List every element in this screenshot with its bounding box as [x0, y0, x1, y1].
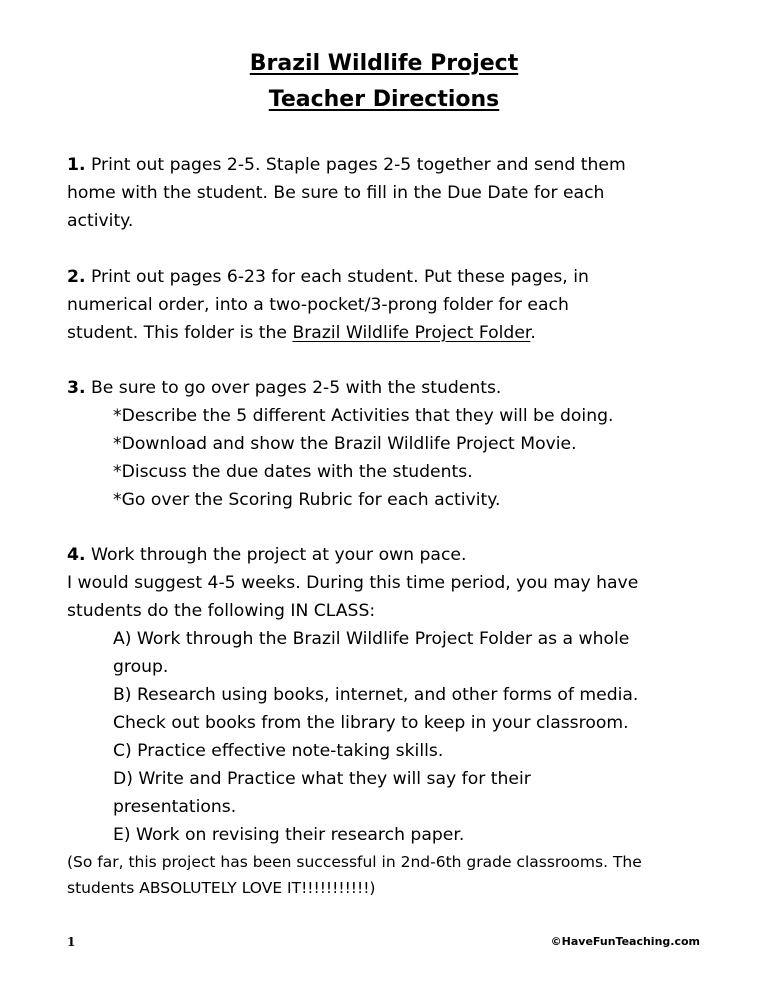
step-line: 2. Print out pages 6-23 for each student. Put these pages, in [67, 267, 589, 287]
list-item: B) Research using books, internet, and other forms of media. [113, 685, 639, 705]
list-item: presentations. [113, 797, 237, 817]
step-2 [67, 263, 727, 347]
copyright-notice: ©HaveFunTeaching.com [550, 935, 700, 948]
step-4 [67, 541, 727, 901]
list-item: group. [113, 657, 169, 677]
page-number: 1 [67, 935, 76, 949]
project-folder-name: Brazil Wildlife Project Folder [292, 323, 531, 343]
note-line: (So far, this project has been successful in 2nd-6th grade classrooms. The [67, 853, 642, 871]
document-subtitle: Teacher Directions [268, 87, 500, 112]
list-item: D) Write and Practice what they will say for their [113, 769, 531, 789]
step-number: 2. [67, 267, 86, 287]
step-number: 3. [67, 378, 86, 398]
bullet-item: *Describe the 5 different Activities that they will be doing. [113, 406, 614, 426]
step-1 [67, 151, 727, 235]
list-item: A) Work through the Brazil Wildlife Project Folder as a whole [113, 629, 630, 649]
list-item: Check out books from the library to keep in your classroom. [113, 713, 629, 733]
step-line: 1. Print out pages 2-5. Staple pages 2-5 together and send them [67, 155, 626, 175]
step-3 [67, 374, 727, 514]
list-item: E) Work on revising their research paper. [113, 825, 465, 845]
step-line: students do the following IN CLASS: [67, 601, 376, 621]
note-line: students ABSOLUTELY LOVE IT!!!!!!!!!!!) [67, 879, 376, 897]
step-number: 1. [67, 155, 86, 175]
step-number: 4. [67, 545, 86, 565]
step-line: home with the student. Be sure to fill in the Due Date for each [67, 183, 605, 203]
step-line: 3. Be sure to go over pages 2-5 with the students. [67, 378, 502, 398]
bullet-item: *Download and show the Brazil Wildlife Project Movie. [113, 434, 577, 454]
bullet-item: *Discuss the due dates with the students. [113, 462, 473, 482]
document-title: Brazil Wildlife Project [249, 51, 519, 76]
step-line: I would suggest 4-5 weeks. During this time period, you may have [67, 573, 639, 593]
step-line: 4. Work through the project at your own pace. [67, 545, 467, 565]
bullet-item: *Go over the Scoring Rubric for each activity. [113, 490, 501, 510]
step-line: student. This folder is the Brazil Wildlife Project Folder. [67, 323, 536, 343]
step-line: activity. [67, 211, 134, 231]
step-line: numerical order, into a two-pocket/3-prong folder for each [67, 295, 569, 315]
list-item: C) Practice effective note-taking skills. [113, 741, 444, 761]
